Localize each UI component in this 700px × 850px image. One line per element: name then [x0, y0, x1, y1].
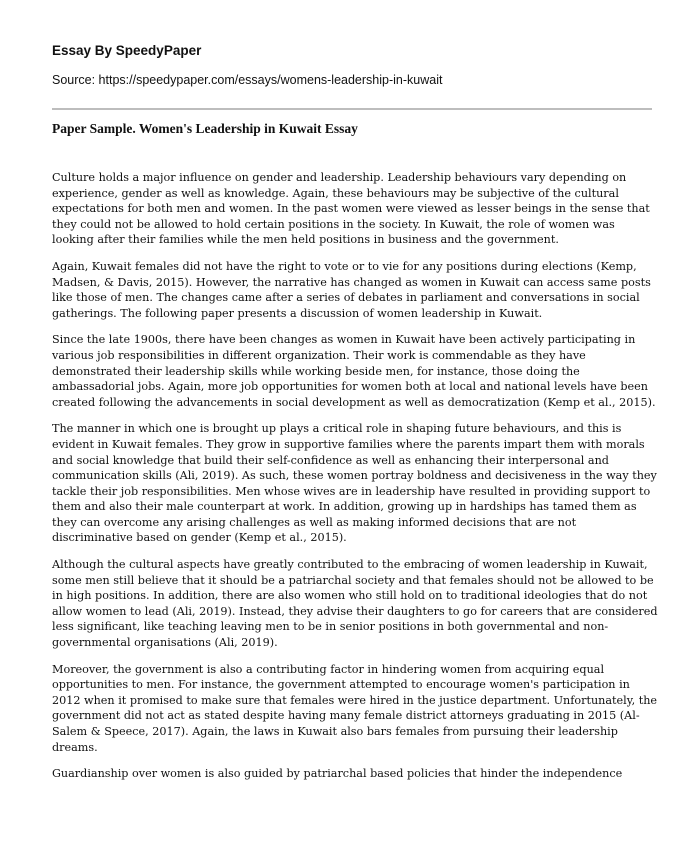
- paragraph: Culture holds a major influence on gender and leadership. Leadership behaviours vary depending on experience, gender as well as knowledge. Again, these behaviours may be subjective of the cultural expectations for both men and women. In the past women were viewed as lesser beings in the sense that they could not be allowed to hold certain positions in the society. In Kuwait, the role of women was looking after their families while the men held positions in business and the government.: [52, 171, 650, 247]
- paragraph: Moreover, the government is also a contributing factor in hindering women from acquiring equal opportunities to men. For instance, the government attempted to encourage women's participation in 2012 when it promised to make sure that females were hired in the justice department. Unfortunately, the government did not act as stated despite having many female district attorneys graduating in 2015 (Al-Salem & Speece, 2017). Again, the laws in Kuwait also bars females from pursuing their leadership dreams.: [52, 662, 658, 754]
- paper-title: Paper Sample. Women's Leadership in Kuwait Essay: [52, 121, 358, 136]
- brand-title: Essay By SpeedyPaper: [52, 43, 202, 58]
- source-line: Source: https://speedypaper.com/essays/womens-leadership-in-kuwait: [52, 73, 443, 87]
- paragraph: Guardianship over women is also guided by patriarchal based policies that hinder the independence: [52, 767, 623, 781]
- header-divider: [52, 108, 652, 110]
- paragraph: Again, Kuwait females did not have the right to vote or to vie for any positions during elections (Kemp, Madsen, & Davis, 2015). However, the narrative has changed as women in Kuwait can access same posts like those of men. The changes came after a series of debates in parliament and conversations in social gatherings. The following paper presents a discussion of women leadership in Kuwait.: [52, 259, 651, 320]
- paragraph: Since the late 1900s, there have been changes as women in Kuwait have been actively participating in various job responsibilities in different organization. Their work is commendable as they have demonstrated their leadership skills while working beside men, for instance, those doing the ambassadorial jobs. Again, more job opportunities for women both at local and national levels have been created following the advancements in social development as well as democratization (Kemp et al., 2015).: [52, 333, 656, 409]
- essay-body: [52, 170, 658, 793]
- paragraph: The manner in which one is brought up plays a critical role in shaping future behaviours, and this is evident in Kuwait females. They grow in supportive families where the parents impart them with morals and social knowledge that build their self-confidence as well as enhancing their interpersonal and communication skills (Ali, 2019). As such, these women portray boldness and decisiveness in the way they tackle their job responsibilities. Men whose wives are in leadership have resulted in providing support to them and also their male counterpart at work. In addition, growing up in hardships has tamed them as they can overcome any arising challenges as well as making informed decisions that are not discriminative based on gender (Kemp et al., 2015).: [52, 422, 657, 545]
- paragraph: Although the cultural aspects have greatly contributed to the embracing of women leadership in Kuwait, some men still believe that it should be a patriarchal society and that females should not be allowed to be in high positions. In addition, there are also women who still hold on to traditional ideologies that do not allow women to lead (Ali, 2019). Instead, they advise their daughters to go for careers that are considered less significant, like teaching leaving men to be in senior positions in both governmental and non-governmental organisations (Ali, 2019).: [52, 558, 658, 650]
- page-header: [52, 42, 662, 88]
